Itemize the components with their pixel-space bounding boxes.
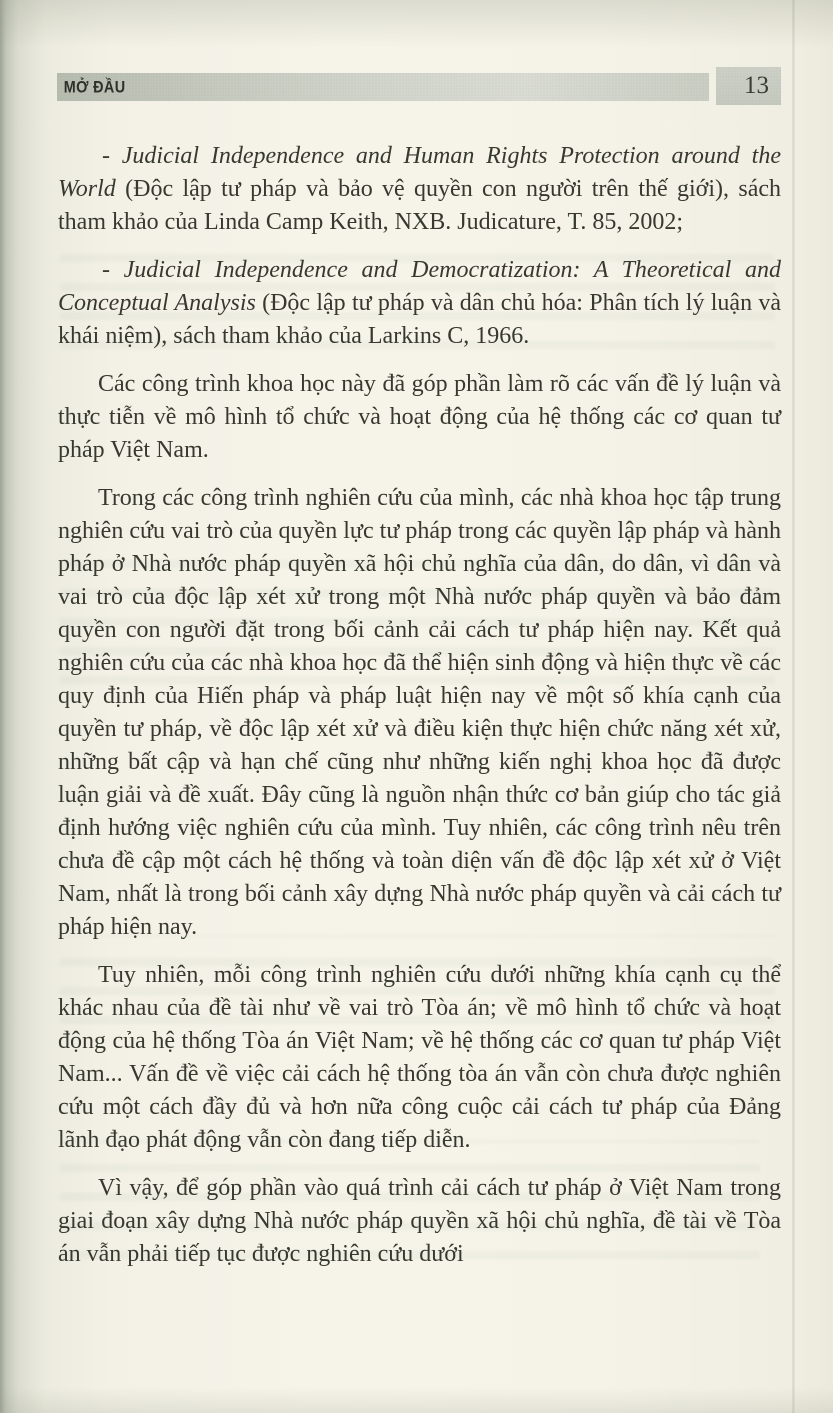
section-title: MỞ ĐẦU xyxy=(63,77,126,97)
text-run: Vì vậy, để góp phần vào quá trình cải cách tư pháp ở Việt Nam trong giai đoạn xây dựng Nhà nước pháp quyền xã hội chủ nghĩa, đề tài về Tòa án vẫn phải tiếp tục được nghiên cứu dưới xyxy=(58,1175,781,1267)
text-run: Các công trình khoa học này đã góp phần làm rõ các vấn đề lý luận và thực tiễn về mô hình tổ chức và hoạt động của hệ thống các cơ quan tư pháp Việt Nam. xyxy=(58,371,781,463)
paragraph xyxy=(58,959,781,1157)
scan-top-shadow xyxy=(0,0,833,60)
running-header-bar xyxy=(57,73,709,101)
paragraph xyxy=(58,482,781,944)
text-run: Trong các công trình nghiên cứu của mình, các nhà khoa học tập trung nghiên cứu vai trò của quyền lực tư pháp trong các quyền lập pháp và hành pháp ở Nhà nước pháp quyền xã hội chủ nghĩa của dân, do dân, vì dân và vai trò của độc lập xét xử trong một Nhà nước pháp quyền và bảo đảm quyền con người đặt trong bối cảnh cải cách tư pháp hiện nay. Kết quả nghiên cứu của các nhà khoa học đã thể hiện sinh động và hiện thực về các quy định của Hiến pháp và pháp luật hiện nay về một số khía cạnh của quyền tư pháp, về độc lập xét xử và điều kiện thực hiện chức năng xét xử, những bất cập và hạn chế cũng như những kiến nghị khoa học đã được luận giải và đề xuất. Đây cũng là nguồn nhận thức cơ bản giúp cho tác giả định hướng việc nghiên cứu của mình. Tuy nhiên, các công trình nêu trên chưa đề cập một cách hệ thống và toàn diện vấn đề độc lập xét xử ở Việt Nam, nhất là trong bối cảnh xây dựng Nhà nước pháp quyền và cải cách tư pháp hiện nay. xyxy=(58,485,781,940)
page-body xyxy=(58,140,781,1286)
reference-title-run: - Judicial Independence and Democratization: A Theoretical and Conceptual Analysis xyxy=(58,257,781,316)
scan-bottom-shadow xyxy=(0,1387,833,1413)
page-number-box xyxy=(716,67,781,105)
paragraph xyxy=(58,140,781,239)
text-run: (Độc lập tư pháp và dân chủ hóa: Phân tích lý luận và khái niệm), sách tham khảo của Larkins C, 1966. xyxy=(58,290,782,349)
paragraph xyxy=(58,368,781,467)
reference-title-run: - Judicial Independence and Human Rights Protection around the World xyxy=(58,143,781,202)
paragraph xyxy=(58,254,781,353)
text-run: Tuy nhiên, mỗi công trình nghiên cứu dưới những khía cạnh cụ thể khác nhau của đề tài như về vai trò Tòa án; về mô hình tổ chức và hoạt động của hệ thống Tòa án Việt Nam; về hệ thống các cơ quan tư pháp Việt Nam... Vấn đề về việc cải cách hệ thống tòa án vẫn còn chưa được nghiên cứu một cách đầy đủ và hơn nữa công cuộc cải cách tư pháp của Đảng lãnh đạo phát động vẫn còn đang tiếp diễn. xyxy=(58,962,781,1153)
page-number: 13 xyxy=(744,72,769,99)
page-edge-crease xyxy=(792,0,795,1413)
text-run: (Độc lập tư pháp và bảo vệ quyền con người trên thế giới), sách tham khảo của Linda Camp Keith, NXB. Judicature, T. 85, 2002; xyxy=(58,176,782,235)
paragraph xyxy=(58,1172,781,1271)
